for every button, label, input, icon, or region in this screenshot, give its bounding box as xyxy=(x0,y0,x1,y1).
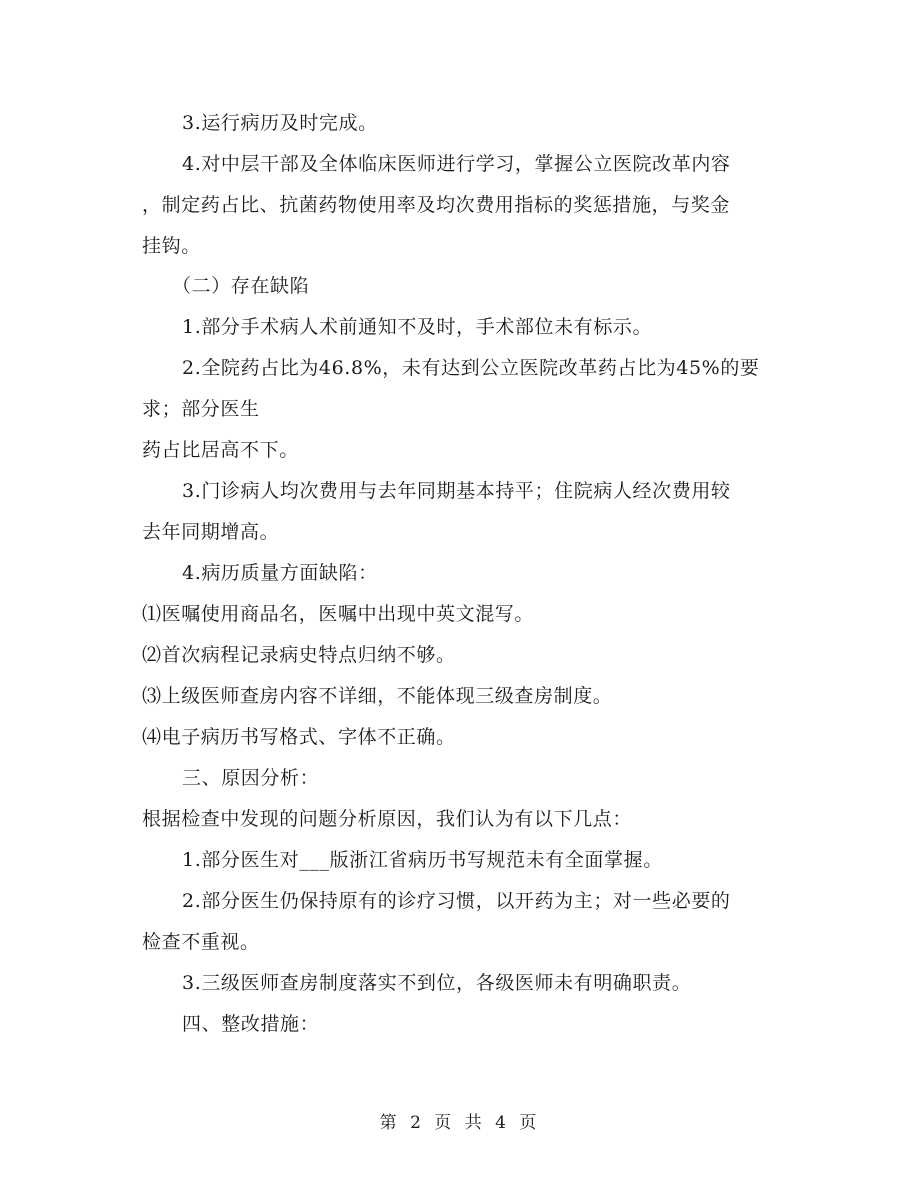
section-heading: 三、原因分析： xyxy=(182,767,320,789)
paragraph-line: 3.三级医师查房制度落实不到位，各级医师未有明确职责。 xyxy=(182,972,692,994)
paragraph-line: 1.部分手术病人术前通知不及时，手术部位未有标示。 xyxy=(182,316,653,338)
paragraph-line: 2.部分医生仍保持原有的诊疗习惯，以开药为主；对一些必要的 xyxy=(182,890,731,912)
section-heading: （二）存在缺陷 xyxy=(172,275,310,297)
paragraph-line: 3.门诊病人均次费用与去年同期基本持平；住院病人经次费用较 xyxy=(182,480,731,502)
list-item: ⑵首次病程记录病史特点归纳不够。 xyxy=(142,644,456,666)
paragraph-line: 去年同期增高。 xyxy=(142,521,280,543)
paragraph-line: 检查不重视。 xyxy=(142,931,260,953)
paragraph-line: 3.运行病历及时完成。 xyxy=(182,112,378,134)
paragraph-line: 2.全院药占比为46.8%，未有达到公立医院改革药占比为45%的要 xyxy=(182,357,760,379)
paragraph-line: 4.对中层干部及全体临床医师进行学习，掌握公立医院改革内容 xyxy=(182,153,731,175)
paragraph-line: 4.病历质量方面缺陷： xyxy=(182,562,378,584)
paragraph-line: 根据检查中发现的问题分析原因，我们认为有以下几点： xyxy=(142,808,633,830)
page-number-footer: 第 2 页 共 4 页 xyxy=(379,1113,541,1133)
section-heading: 四、整改措施： xyxy=(182,1013,320,1035)
list-item: ⑷电子病历书写格式、字体不正确。 xyxy=(142,726,456,748)
paragraph-line: 求；部分医生 xyxy=(142,398,260,420)
list-item: ⑴医嘱使用商品名，医嘱中出现中英文混写。 xyxy=(142,603,535,625)
paragraph-line: ，制定药占比、抗菌药物使用率及均次费用指标的奖惩措施，与奖金 xyxy=(142,194,731,216)
paragraph-line: 1.部分医生对___版浙江省病历书写规范未有全面掌握。 xyxy=(182,849,663,871)
paragraph-line: 挂钩。 xyxy=(142,235,201,257)
paragraph-line: 药占比居高不下。 xyxy=(142,439,299,461)
list-item: ⑶上级医师查房内容不详细，不能体现三级查房制度。 xyxy=(142,685,613,707)
